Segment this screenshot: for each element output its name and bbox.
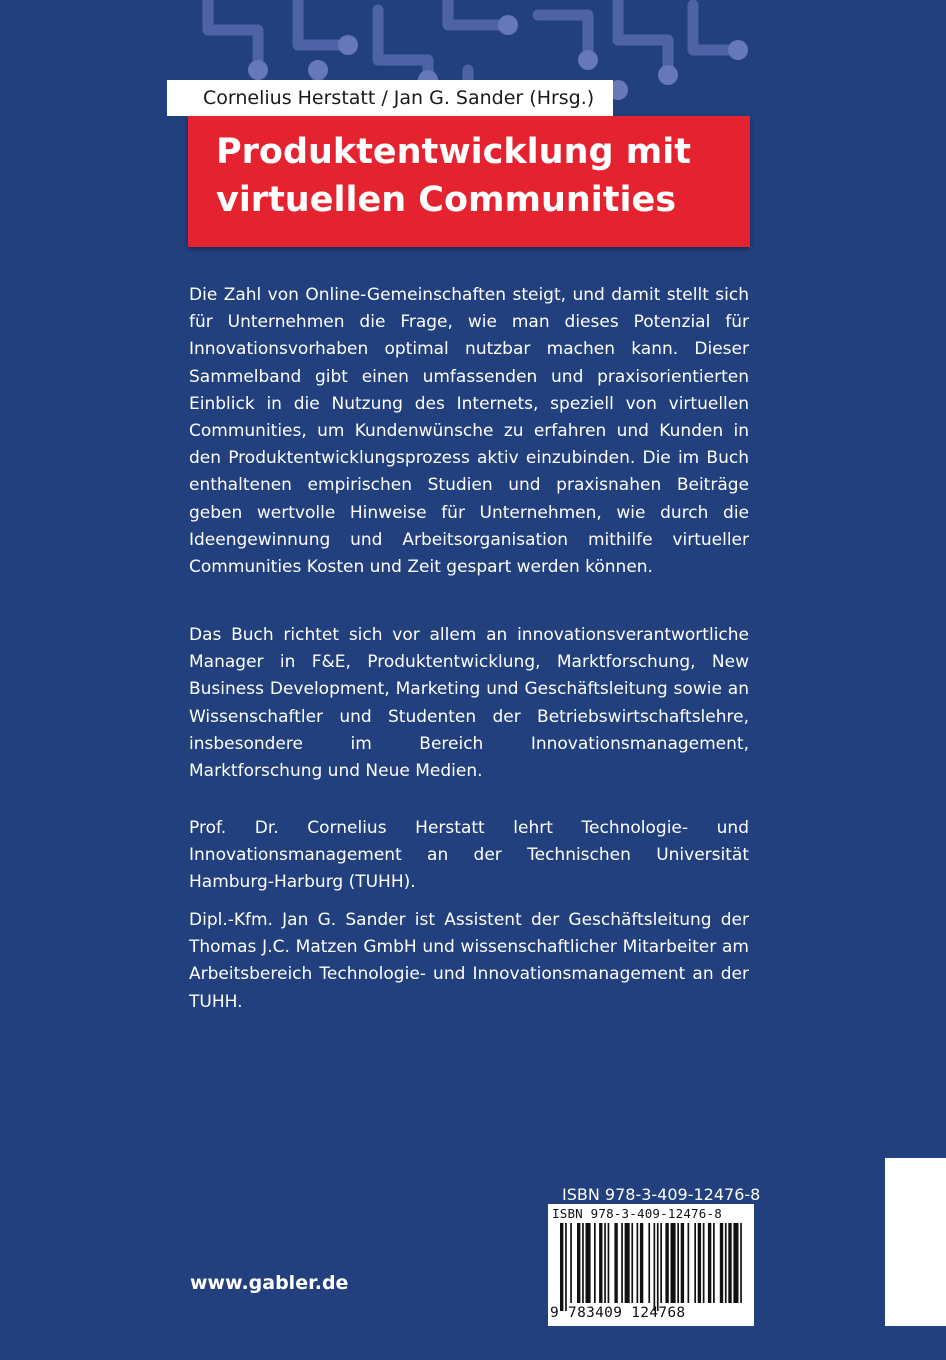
- barcode-bar: [725, 1223, 727, 1303]
- barcode-bar: [740, 1223, 742, 1303]
- barcode-bar: [621, 1223, 623, 1303]
- barcode-bar: [577, 1223, 580, 1303]
- barcode-bar: [648, 1223, 650, 1303]
- barcode-bar: [631, 1223, 633, 1303]
- title-line-2: virtuellen Communities: [216, 180, 677, 220]
- title-line-1: Produktentwicklung mit: [216, 132, 691, 172]
- author-bio-1: [189, 815, 749, 897]
- barcode: [548, 1204, 754, 1326]
- barcode-bar: [637, 1223, 639, 1303]
- isbn-label: ISBN 978-3-409-12476-8: [562, 1185, 761, 1204]
- barcode-bar: [586, 1223, 591, 1303]
- barcode-bar: [582, 1223, 584, 1303]
- barcode-bar: [640, 1223, 643, 1303]
- barcode-bar: [703, 1223, 705, 1303]
- barcode-bar: [698, 1223, 701, 1303]
- blurb-paragraph-1-text: Die Zahl von Online-Gemeinschaften steigt, und damit stellt sich für Unternehmen die Frage, wie man dieses Potenzial für Innovationsvorhaben optimal nutzbar machen kann. Dieser Sammelband gibt einen umfassenden und praxisorientierten Einblick in die Nutzung des Internets, speziell von virtuellen Communities, um Kundenwünsche zu erfahren und Kunden in den Produktentwicklungsprozess aktiv einzubinden. Die im Buch enthaltenen empirischen Studien und praxisnahen Beiträge geben wertvolle Hinweise für Unternehmen, wie durch die Ideengewinnung und Arbeitsorganisation mithilfe virtueller Communities Kosten und Zeit gespart werden können.: [189, 285, 749, 578]
- barcode-bar: [713, 1223, 715, 1303]
- barcode-bar: [570, 1223, 572, 1303]
- blurb-paragraph-2-text: Das Buch richtet sich vor allem an innovationsverantwortliche Manager in F&E, Produktentwicklung, Marktforschung, New Business Development, Marketing und Geschäftsleitung sowie an Wissenschaftler und Studenten der Betriebswirtschaftslehre, insbesondere im Bereich Innovationsmanagement, Marktforschung und Neue Medien.: [189, 625, 749, 782]
- barcode-bar: [654, 1223, 656, 1311]
- author-bio-1-text: Prof. Dr. Cornelius Herstatt lehrt Technologie- und Innovationsmanagement an der Technischen Universität Hamburg-Harburg (TUHH).: [189, 818, 749, 893]
- barcode-bar: [604, 1223, 606, 1303]
- barcode-bar: [671, 1223, 676, 1303]
- barcode-bar: [708, 1223, 711, 1303]
- barcode-bar: [681, 1223, 684, 1303]
- barcode-isbn-text: ISBN 978-3-409-12476-8: [552, 1206, 722, 1221]
- publisher-website[interactable]: www.gabler.de: [190, 1272, 349, 1294]
- barcode-bar: [599, 1223, 602, 1303]
- blurb-paragraph-2: [189, 622, 749, 785]
- barcode-bar: [688, 1223, 690, 1303]
- barcode-bar: [660, 1223, 662, 1303]
- barcode-bar: [608, 1223, 610, 1303]
- spine-tab: [885, 1158, 946, 1326]
- barcode-bar: [560, 1223, 563, 1311]
- author-bio-2-text: Dipl.-Kfm. Jan G. Sander ist Assistent der Geschäftsleitung der Thomas J.C. Matzen GmbH und wissenschaftlicher Mitarbeiter am Arbeitsbereich Technologie- und Innovationsmanagement an der TUHH.: [189, 910, 749, 1012]
- barcode-bar: [594, 1223, 596, 1303]
- blurb-paragraph-1: [189, 282, 749, 581]
- barcode-bar: [657, 1223, 659, 1311]
- barcode-bar: [733, 1223, 738, 1303]
- barcode-bar: [565, 1223, 567, 1311]
- barcode-bar: [665, 1223, 668, 1303]
- author-bio-2: [189, 907, 749, 1016]
- barcode-bar: [728, 1223, 731, 1303]
- author-bar: [167, 80, 613, 116]
- barcode-digits: 9 783409 124768: [550, 1305, 686, 1321]
- barcode-bar: [677, 1223, 679, 1303]
- title-box: [188, 116, 750, 247]
- barcode-bar: [625, 1223, 630, 1303]
- barcode-bar: [614, 1223, 617, 1303]
- authors-text: Cornelius Herstatt / Jan G. Sander (Hrsg.): [203, 87, 595, 109]
- barcode-bar: [694, 1223, 696, 1303]
- barcode-bar: [720, 1223, 723, 1303]
